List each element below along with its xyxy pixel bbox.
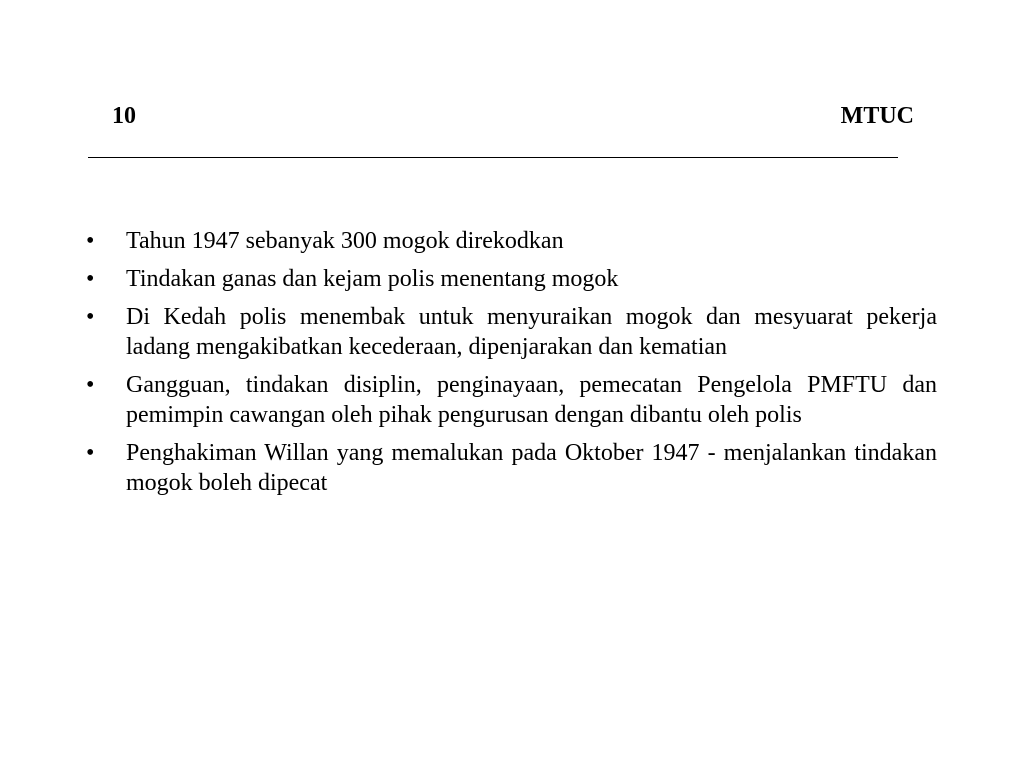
bullet-list bbox=[84, 226, 937, 506]
bullet-text: Di Kedah polis menembak untuk menyuraikan mogok dan mesyuarat pekerja ladang mengakibatkan kecederaan, dipenjarakan dan kematian bbox=[126, 304, 937, 360]
bullet-icon: • bbox=[86, 304, 95, 330]
bullet-item bbox=[84, 438, 937, 498]
bullet-item bbox=[84, 302, 937, 362]
bullet-text: Penghakiman Willan yang memalukan pada Oktober 1947 - menjalankan tindakan mogok boleh dipecat bbox=[126, 440, 937, 496]
bullet-icon: • bbox=[86, 228, 95, 254]
bullet-item bbox=[84, 226, 937, 256]
bullet-text: Tindakan ganas dan kejam polis menentang mogok bbox=[126, 266, 619, 292]
bullet-item bbox=[84, 370, 937, 430]
header-rule bbox=[88, 157, 898, 158]
bullet-icon: • bbox=[86, 266, 95, 292]
page-number: 10 bbox=[112, 103, 136, 129]
bullet-icon: • bbox=[86, 440, 95, 466]
bullet-icon: • bbox=[86, 372, 95, 398]
bullet-item bbox=[84, 264, 937, 294]
header-title: MTUC bbox=[840, 103, 914, 129]
bullet-text: Tahun 1947 sebanyak 300 mogok direkodkan bbox=[126, 228, 564, 254]
bullet-text: Gangguan, tindakan disiplin, penginayaan, pemecatan Pengelola PMFTU dan pemimpin cawangan oleh pihak pengurusan dengan dibantu oleh polis bbox=[126, 372, 937, 428]
